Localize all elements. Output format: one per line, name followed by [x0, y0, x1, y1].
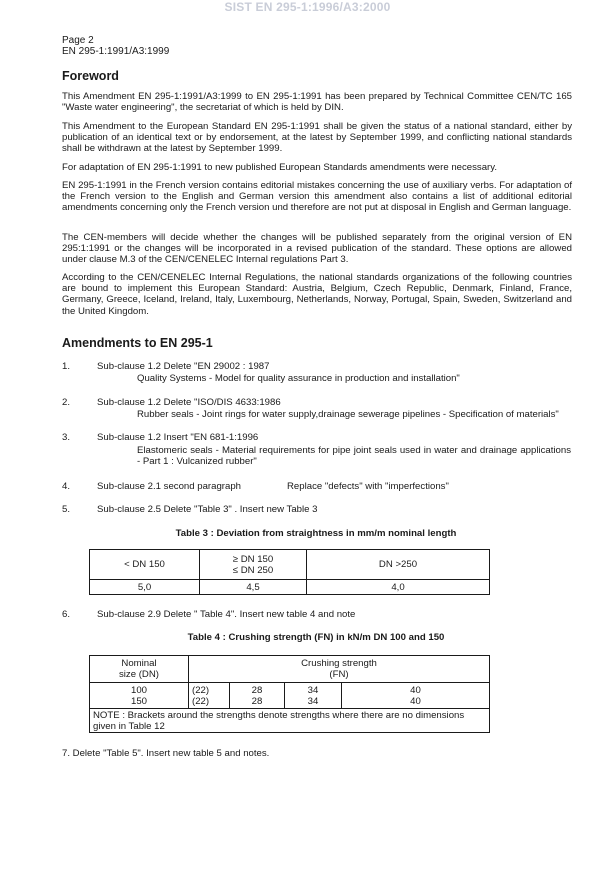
foreword-title: Foreword — [62, 69, 119, 83]
watermark: SIST EN 295-1:1996/A3:2000 — [224, 0, 391, 14]
item-subtext: Quality Systems - Model for quality assurance in production and installation" — [137, 373, 460, 384]
item-number: 3. — [62, 432, 71, 443]
table4-cell: 28 28 — [230, 683, 285, 709]
item-subtext: Rubber seals - Joint rings for water supply,drainage sewerage pipelines - Specification of materials" — [137, 409, 559, 420]
item-text: Sub-clause 2.9 Delete " Table 4". Insert new table 4 and note — [97, 609, 356, 620]
foreword-paragraph: According to the CEN/CENELEC Internal Regulations, the national standards organizations of the following countries are bound to implement this European Standard: Austria, Belgium, Czech Republic, Denmark, Finland, France, Germany, Greece, Iceland, Ireland, Italy, Luxembourg, Netherlands, Norway, Portugal, Spain, Sweden, Switzerland and the United Kingdom. — [62, 272, 572, 317]
foreword-paragraph: EN 295-1:1991 in the French version contains editorial mistakes concerning the use of auxiliary verbs. For adaptation of the French version to the English and German version this amendment also contains a list of additional editorial amendments concerning only the French version und therefore are not put at disposal in English and German language. — [62, 180, 572, 214]
table4-cell: 40 40 — [342, 683, 490, 709]
table3-header-cell: ≥ DN 150 ≤ DN 250 — [200, 550, 307, 580]
item-number: 4. — [62, 481, 71, 492]
foreword-paragraph: This Amendment to the European Standard EN 295-1:1991 shall be given the status of a national standard, either by publication of an identical text or by endorsement, at the latest by September 1999, and conflicting national standards shall be withdrawn at the latest by September 1999. — [62, 121, 572, 155]
item-number: 2. — [62, 397, 71, 408]
table4-note: NOTE : Brackets around the strengths denote strengths where there are no dimensions given in Table 12 — [90, 709, 490, 733]
item-number: 6. — [62, 609, 71, 620]
foreword-paragraph: This Amendment EN 295-1:1991/A3:1999 to EN 295-1:1991 has been prepared by Technical Committee CEN/TC 165 "Waste water engineering", the secretariat of which is held by DIN. — [62, 91, 572, 114]
table3-header-cell: DN >250 — [307, 550, 490, 580]
table4 — [89, 655, 490, 733]
item-extra: Replace "defects" with "imperfections" — [287, 481, 449, 492]
foreword-paragraph: The CEN-members will decide whether the changes will be published separately from the original version of EN 295:1:1991 or the changes will be incorporated in a revised publication of the standard. These options are allowed under clause M.3 of the CEN/CENELEC Internal regulations Part 3. — [62, 232, 572, 266]
table3-header-cell: < DN 150 — [90, 550, 200, 580]
item-number: 1. — [62, 361, 71, 372]
item-subtext: Elastomeric seals - Material requirements for pipe joint seals used in water and drainage applications - Part 1 : Vulcanized rubber" — [137, 445, 571, 468]
page-number: Page 2 — [62, 35, 94, 46]
document-reference: EN 295-1:1991/A3:1999 — [62, 46, 170, 57]
table4-cell: 34 34 — [285, 683, 342, 709]
table3-cell: 5,0 — [90, 580, 200, 595]
table4-header-cell: Nominal size (DN) — [90, 656, 189, 683]
item-text: Sub-clause 1.2 Delete "ISO/DIS 4633:1986 — [97, 397, 281, 408]
table3 — [89, 549, 490, 595]
item-text: Sub-clause 1.2 Insert "EN 681-1:1996 — [97, 432, 259, 443]
table3-cell: 4,0 — [307, 580, 490, 595]
item-number: 5. — [62, 504, 71, 515]
item-text: Sub-clause 2.5 Delete "Table 3" . Insert new Table 3 — [97, 504, 318, 515]
item-text: Sub-clause 1.2 Delete "EN 29002 : 1987 — [97, 361, 270, 372]
table4-cell: (22) (22) — [189, 683, 230, 709]
amendments-title: Amendments to EN 295-1 — [62, 336, 213, 350]
table4-header-cell: Crushing strength (FN) — [189, 656, 490, 683]
item-7-text: 7. Delete "Table 5". Insert new table 5 and notes. — [62, 748, 270, 759]
table4-caption: Table 4 : Crushing strength (FN) in kN/m DN 100 and 150 — [187, 632, 445, 643]
item-text: Sub-clause 2.1 second paragraph — [97, 481, 242, 492]
table4-cell: 100 150 — [90, 683, 189, 709]
table3-cell: 4,5 — [200, 580, 307, 595]
table3-caption: Table 3 : Deviation from straightness in mm/m nominal length — [175, 528, 457, 539]
foreword-paragraph: For adaptation of EN 295-1:1991 to new published European Standards amendments were necessary. — [62, 162, 498, 173]
